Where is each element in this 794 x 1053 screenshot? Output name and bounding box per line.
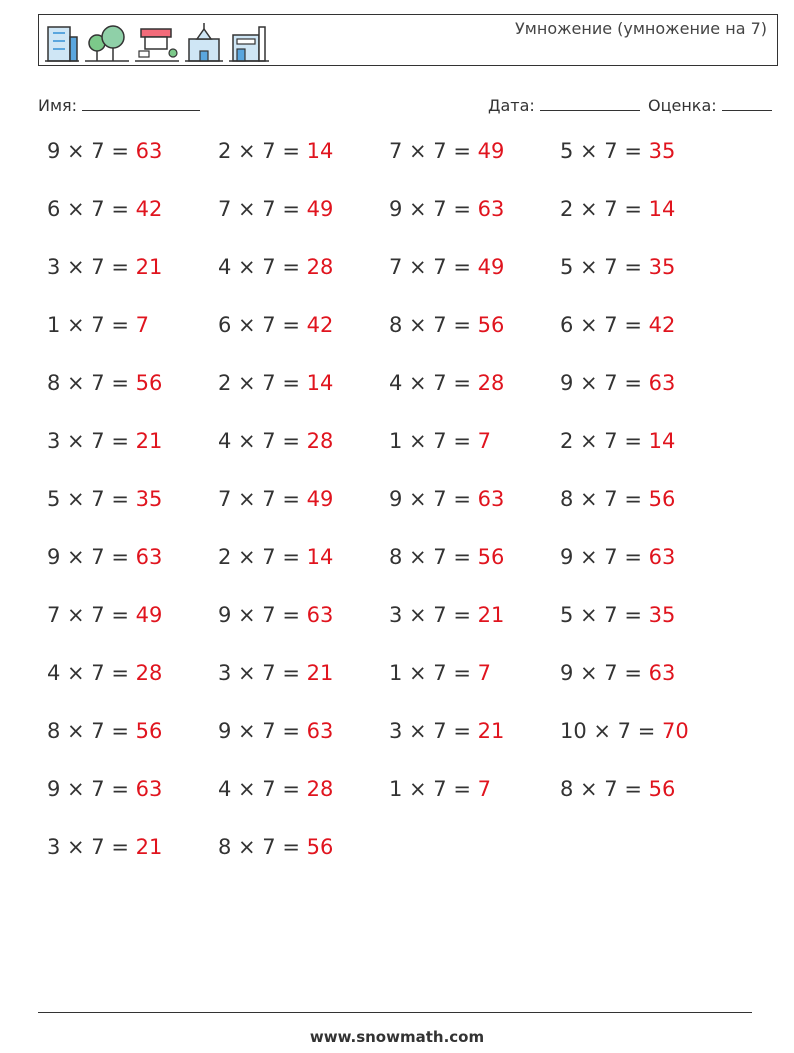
problem-question: 3 × 7 =	[218, 661, 307, 685]
problem-answer: 21	[477, 603, 505, 627]
problem-item	[560, 777, 675, 801]
problem-item	[47, 197, 162, 221]
problem-item	[218, 139, 333, 163]
market-stall-icon	[135, 23, 179, 63]
problem-question: 5 × 7 =	[560, 603, 649, 627]
problem-answer: 21	[306, 661, 334, 685]
problem-question: 6 × 7 =	[218, 313, 307, 337]
footer-divider	[38, 1012, 752, 1013]
problem-answer: 56	[648, 777, 676, 801]
problem-answer: 49	[477, 255, 505, 279]
problem-item	[47, 835, 162, 859]
problem-question: 9 × 7 =	[47, 139, 136, 163]
problem-answer: 28	[306, 255, 334, 279]
problem-answer: 21	[477, 719, 505, 743]
problem-question: 9 × 7 =	[560, 545, 649, 569]
problem-question: 4 × 7 =	[47, 661, 136, 685]
problem-item	[218, 603, 333, 627]
problem-answer: 14	[648, 429, 676, 453]
problem-question: 3 × 7 =	[47, 835, 136, 859]
problem-answer: 49	[306, 197, 334, 221]
problem-item	[389, 603, 504, 627]
problem-question: 9 × 7 =	[560, 371, 649, 395]
problem-answer: 28	[477, 371, 505, 395]
problem-question: 1 × 7 =	[47, 313, 136, 337]
problem-row	[47, 139, 747, 197]
problem-item	[47, 429, 162, 453]
problem-answer: 14	[306, 545, 334, 569]
problem-item	[47, 139, 162, 163]
problem-row	[47, 719, 747, 777]
problem-answer: 63	[135, 777, 163, 801]
problem-answer: 63	[477, 197, 505, 221]
score-blank[interactable]	[722, 94, 772, 111]
problem-question: 2 × 7 =	[560, 197, 649, 221]
footer-site: www.snowmath.com	[309, 1028, 485, 1046]
problem-item	[47, 777, 162, 801]
problem-item	[218, 371, 333, 395]
problem-answer: 35	[135, 487, 163, 511]
problem-answer: 63	[648, 545, 676, 569]
problem-answer: 63	[135, 545, 163, 569]
problem-item	[389, 371, 504, 395]
problem-answer: 35	[648, 603, 676, 627]
score-label: Оценка:	[648, 96, 717, 115]
problem-answer: 28	[306, 777, 334, 801]
problem-row	[47, 313, 747, 371]
name-blank[interactable]	[82, 94, 200, 111]
problem-question: 9 × 7 =	[389, 197, 478, 221]
problem-item	[389, 255, 504, 279]
problem-item	[389, 139, 504, 163]
problem-answer: 7	[477, 429, 491, 453]
problem-grid	[47, 139, 747, 893]
shop-building-icon	[229, 23, 269, 63]
score-field[interactable]	[648, 94, 772, 115]
problem-question: 8 × 7 =	[47, 719, 136, 743]
problem-question: 2 × 7 =	[218, 371, 307, 395]
problem-item	[389, 545, 504, 569]
problem-row	[47, 429, 747, 487]
trees-icon	[85, 23, 129, 63]
worksheet-title: Умножение (умножение на 7)	[515, 19, 767, 38]
problem-item	[218, 545, 333, 569]
problem-question: 3 × 7 =	[389, 719, 478, 743]
problem-question: 3 × 7 =	[389, 603, 478, 627]
problem-answer: 63	[477, 487, 505, 511]
problem-answer: 42	[306, 313, 334, 337]
problem-question: 8 × 7 =	[218, 835, 307, 859]
problem-question: 4 × 7 =	[218, 255, 307, 279]
problem-item	[560, 313, 675, 337]
problem-question: 5 × 7 =	[560, 139, 649, 163]
problem-answer: 56	[135, 371, 163, 395]
problem-answer: 56	[648, 487, 676, 511]
problem-item	[560, 487, 675, 511]
problem-item	[560, 429, 675, 453]
problem-question: 7 × 7 =	[389, 139, 478, 163]
problem-question: 8 × 7 =	[389, 545, 478, 569]
office-building-icon	[45, 23, 79, 63]
problem-question: 7 × 7 =	[47, 603, 136, 627]
problem-item	[560, 255, 675, 279]
problem-row	[47, 777, 747, 835]
problem-question: 3 × 7 =	[47, 429, 136, 453]
problem-answer: 63	[648, 371, 676, 395]
problem-item	[47, 603, 162, 627]
name-label: Имя:	[38, 96, 78, 115]
problem-item	[560, 197, 675, 221]
problem-item	[47, 313, 149, 337]
problem-answer: 14	[648, 197, 676, 221]
problem-answer: 28	[306, 429, 334, 453]
problem-question: 8 × 7 =	[389, 313, 478, 337]
problem-answer: 21	[135, 255, 163, 279]
problem-row	[47, 197, 747, 255]
problem-question: 1 × 7 =	[389, 429, 478, 453]
problem-answer: 49	[477, 139, 505, 163]
problem-item	[47, 255, 162, 279]
problem-item	[560, 371, 675, 395]
problem-question: 9 × 7 =	[47, 545, 136, 569]
problem-answer: 63	[306, 603, 334, 627]
problem-item	[389, 777, 491, 801]
problem-item	[218, 719, 333, 743]
problem-item	[389, 197, 504, 221]
problem-item	[218, 661, 333, 685]
problem-item	[560, 661, 675, 685]
problem-question: 8 × 7 =	[560, 487, 649, 511]
problem-item	[218, 197, 333, 221]
problem-question: 7 × 7 =	[389, 255, 478, 279]
problem-question: 8 × 7 =	[47, 371, 136, 395]
problem-row	[47, 255, 747, 313]
problem-item	[218, 255, 333, 279]
problem-question: 5 × 7 =	[560, 255, 649, 279]
date-field[interactable]	[488, 94, 640, 115]
problem-answer: 7	[477, 777, 491, 801]
problem-question: 7 × 7 =	[218, 487, 307, 511]
problem-row	[47, 487, 747, 545]
problem-row	[47, 371, 747, 429]
problem-item	[560, 139, 675, 163]
problem-answer: 56	[306, 835, 334, 859]
problem-answer: 56	[477, 313, 505, 337]
problem-item	[47, 661, 162, 685]
problem-question: 1 × 7 =	[389, 777, 478, 801]
problem-answer: 70	[661, 719, 689, 743]
problem-item	[389, 719, 504, 743]
problem-item	[47, 719, 162, 743]
problem-item	[560, 603, 675, 627]
problem-question: 5 × 7 =	[47, 487, 136, 511]
problem-item	[218, 835, 333, 859]
problem-answer: 35	[648, 139, 676, 163]
header-icons	[45, 19, 269, 63]
problem-question: 9 × 7 =	[47, 777, 136, 801]
problem-answer: 63	[648, 661, 676, 685]
problem-item	[218, 429, 333, 453]
problem-item	[560, 719, 689, 743]
problem-item	[389, 313, 504, 337]
problem-item	[218, 777, 333, 801]
problem-question: 7 × 7 =	[218, 197, 307, 221]
problem-row	[47, 661, 747, 719]
name-field[interactable]	[38, 94, 200, 115]
problem-answer: 42	[135, 197, 163, 221]
problem-answer: 49	[306, 487, 334, 511]
problem-answer: 49	[135, 603, 163, 627]
problem-question: 9 × 7 =	[560, 661, 649, 685]
problem-answer: 63	[306, 719, 334, 743]
problem-question: 9 × 7 =	[218, 603, 307, 627]
problem-question: 4 × 7 =	[218, 429, 307, 453]
problem-question: 6 × 7 =	[47, 197, 136, 221]
problem-row	[47, 603, 747, 661]
problem-question: 6 × 7 =	[560, 313, 649, 337]
problem-question: 8 × 7 =	[560, 777, 649, 801]
problem-answer: 56	[135, 719, 163, 743]
church-icon	[185, 23, 223, 63]
problem-question: 9 × 7 =	[218, 719, 307, 743]
problem-question: 4 × 7 =	[218, 777, 307, 801]
problem-answer: 7	[135, 313, 149, 337]
problem-answer: 7	[477, 661, 491, 685]
problem-item	[218, 487, 333, 511]
problem-item	[47, 487, 162, 511]
problem-row	[47, 835, 747, 893]
problem-answer: 28	[135, 661, 163, 685]
problem-question: 4 × 7 =	[389, 371, 478, 395]
problem-question: 2 × 7 =	[560, 429, 649, 453]
problem-answer: 21	[135, 835, 163, 859]
problem-question: 2 × 7 =	[218, 139, 307, 163]
problem-answer: 56	[477, 545, 505, 569]
problem-question: 3 × 7 =	[47, 255, 136, 279]
problem-answer: 14	[306, 139, 334, 163]
problem-answer: 14	[306, 371, 334, 395]
problem-item	[389, 661, 491, 685]
problem-answer: 63	[135, 139, 163, 163]
problem-item	[389, 429, 491, 453]
worksheet-header	[38, 14, 778, 66]
problem-question: 9 × 7 =	[389, 487, 478, 511]
problem-item	[47, 371, 162, 395]
problem-item	[389, 487, 504, 511]
problem-item	[560, 545, 675, 569]
problem-answer: 21	[135, 429, 163, 453]
date-label: Дата:	[488, 96, 535, 115]
problem-row	[47, 545, 747, 603]
problem-item	[47, 545, 162, 569]
problem-answer: 42	[648, 313, 676, 337]
problem-question: 10 × 7 =	[560, 719, 662, 743]
problem-question: 1 × 7 =	[389, 661, 478, 685]
problem-item	[218, 313, 333, 337]
problem-answer: 35	[648, 255, 676, 279]
date-blank[interactable]	[540, 94, 640, 111]
problem-question: 2 × 7 =	[218, 545, 307, 569]
